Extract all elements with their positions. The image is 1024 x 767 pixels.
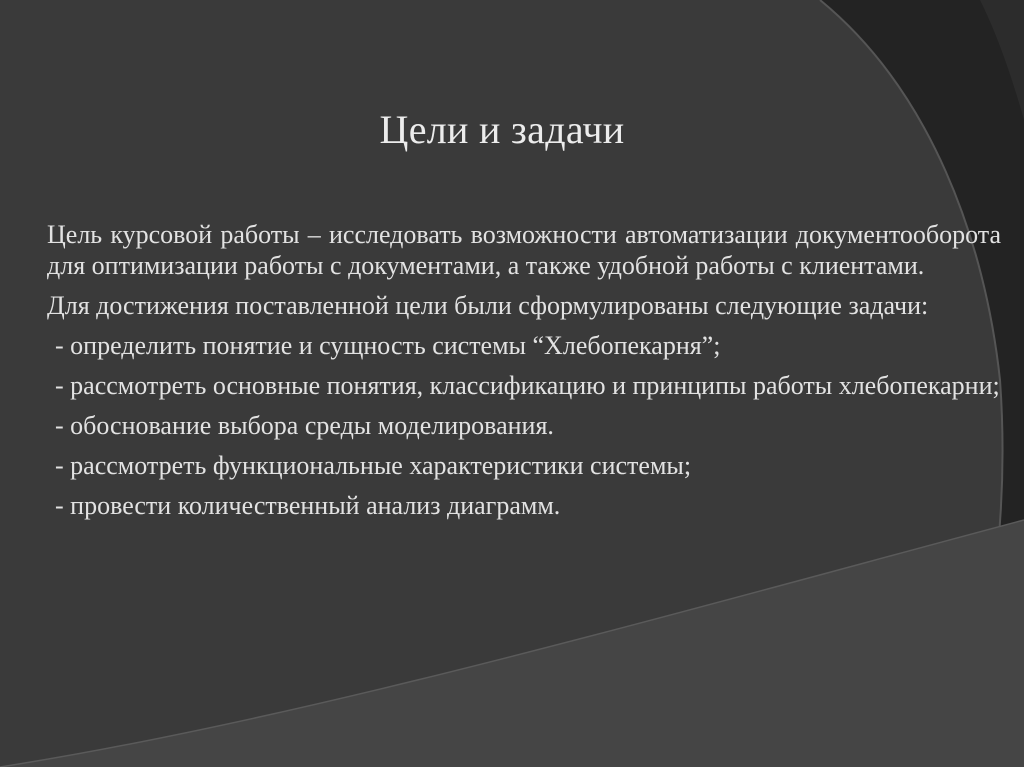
goal-paragraph: Цель курсовой работы – исследовать возможности автоматизации документооборота для оптимизации работы с документами, а также удобной работы с клиентами.	[47, 220, 1001, 280]
tasks-intro-paragraph: Для достижения поставленной цели были сформулированы следующие задачи:	[47, 291, 929, 320]
task-item: - провести количественный анализ диаграмм.	[55, 491, 561, 520]
slide-body	[47, 219, 1001, 530]
task-item: - определить понятие и сущность системы “Хлебопекарня”;	[55, 331, 721, 360]
task-item: - рассмотреть функциональные характеристики системы;	[55, 451, 692, 480]
slide-title: Цели и задачи	[379, 107, 625, 152]
task-item: - рассмотреть основные понятия, классификацию и принципы работы хлебопекарни;	[55, 371, 1000, 400]
task-item: - обоснование выбора среды моделирования.	[55, 411, 554, 440]
